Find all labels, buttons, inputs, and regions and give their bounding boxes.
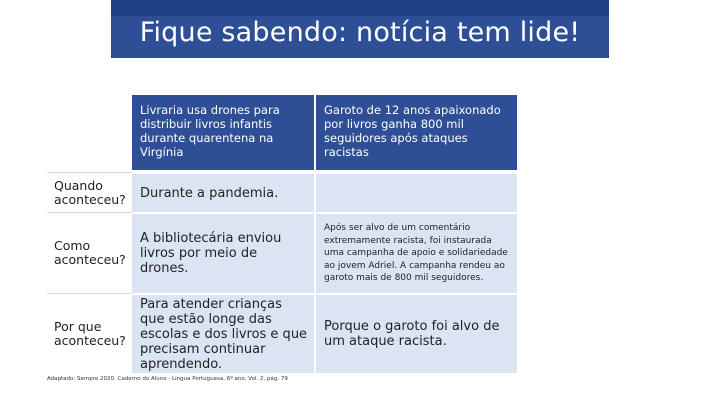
column-header-drones: Livraria usa drones para distribuir livros infantis durante quarentena na Virgínia bbox=[132, 95, 314, 172]
row-header-por-que: Por que aconteceu? bbox=[47, 293, 132, 373]
comparison-table bbox=[47, 95, 517, 373]
title-accent-strip bbox=[111, 0, 609, 16]
table-cell-empty bbox=[314, 172, 517, 212]
row-header-como: Como aconteceu? bbox=[47, 212, 132, 293]
table-cell: A bibliotecária enviou livros por meio de drones. bbox=[132, 212, 314, 293]
table-cell: Durante a pandemia. bbox=[132, 172, 314, 212]
title-banner bbox=[111, 0, 609, 58]
source-caption: Adaptado: Sempre 2020. Caderno do Aluno - Língua Portuguesa, 6º ano, Vol. 2, pág. 79 bbox=[47, 376, 288, 382]
table-cell: Após ser alvo de um comentário extremamente racista, foi instaurada uma campanha de apoio e solidariedade ao jovem Adriel. A campanha rendeu ao garoto mais de 800 mil seguidores. bbox=[314, 212, 517, 293]
column-header-garoto: Garoto de 12 anos apaixonado por livros ganha 800 mil seguidores após ataques racistas bbox=[314, 95, 517, 172]
slide-title: Fique sabendo: notícia tem lide! bbox=[139, 17, 581, 48]
table-cell: Porque o garoto foi alvo de um ataque racista. bbox=[314, 293, 517, 373]
table-cell: Para atender crianças que estão longe das escolas e dos livros e que precisam continuar aprendendo. bbox=[132, 293, 314, 373]
table-corner bbox=[47, 95, 132, 172]
row-header-quando: Quando aconteceu? bbox=[47, 172, 132, 212]
